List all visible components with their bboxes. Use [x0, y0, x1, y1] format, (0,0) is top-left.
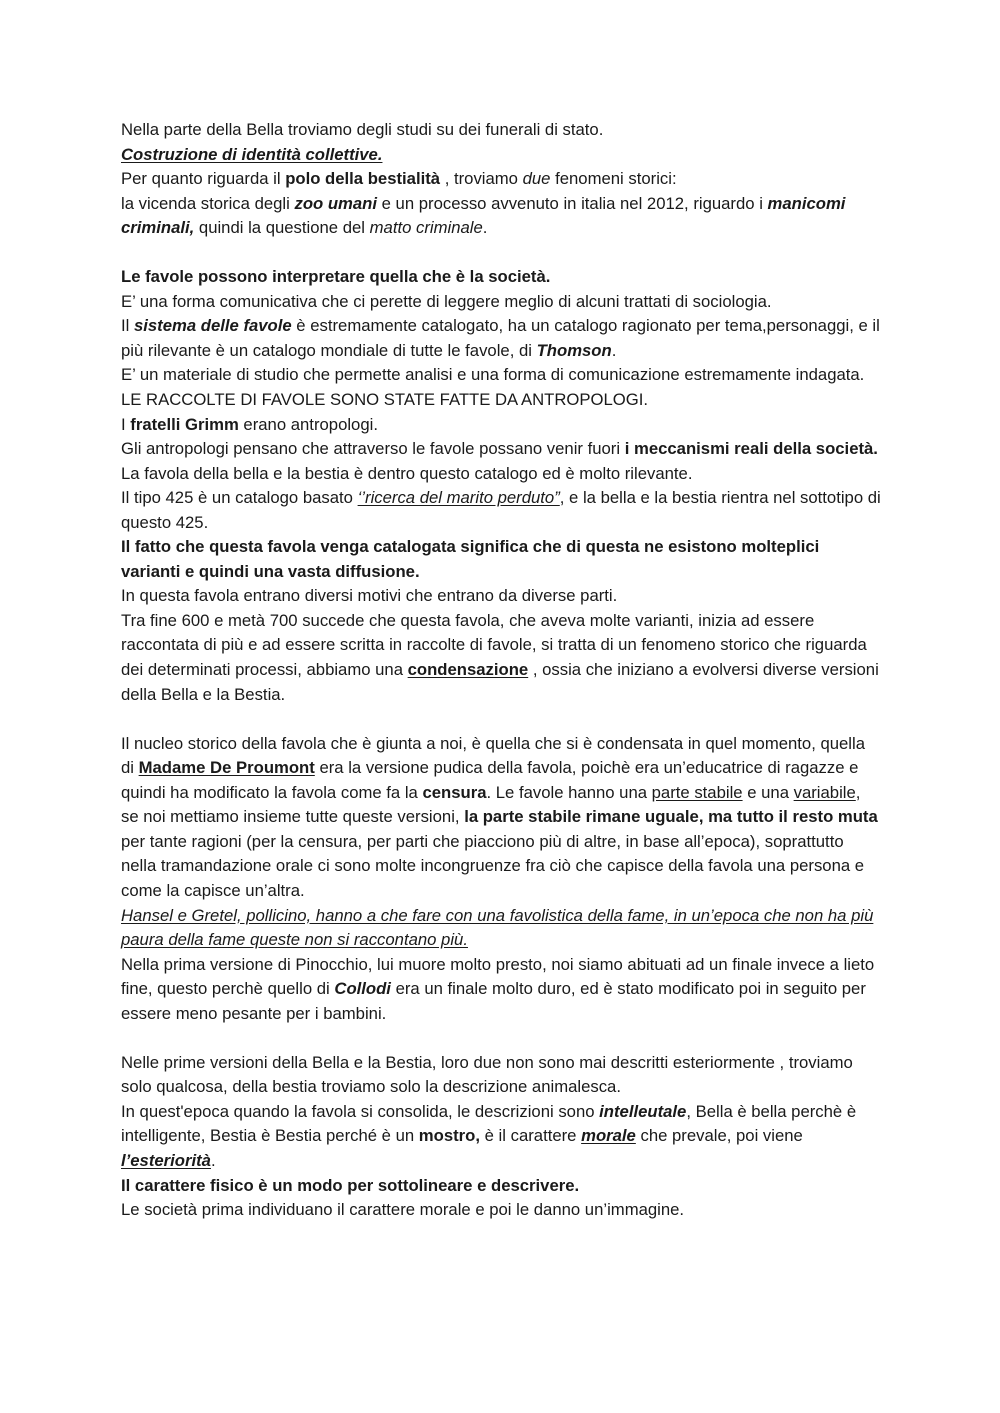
paragraph-p4 — [121, 192, 881, 241]
text-run: Collodi — [334, 979, 391, 999]
text-run: In quest'epoca quando la favola si consolida, le descrizioni sono — [121, 1101, 600, 1121]
paragraph-p3 — [121, 167, 881, 192]
text-run: polo della bestialità — [285, 169, 441, 189]
paragraph-p17 — [121, 732, 881, 904]
blank-line — [121, 241, 881, 266]
text-run: condensazione — [407, 660, 529, 680]
paragraph-p15 — [121, 584, 881, 609]
paragraph-p6 — [121, 290, 881, 315]
text-run: è il carattere — [480, 1126, 582, 1146]
text-run: ‘’ricerca del marito perduto” — [357, 488, 560, 508]
paragraph-p5 — [121, 265, 881, 290]
text-run: la vicenda storica degli — [121, 193, 295, 213]
text-run: , e la bella e la bestia rientra nel sottotipo di questo 425. — [121, 488, 881, 532]
text-run: l’esteriorità — [121, 1150, 211, 1170]
text-run: Hansel e Gretel, pollicino, hanno a che fare con una favolistica della fame, in un’epoca che non ha più paura della fame queste non si raccontano più. — [121, 905, 874, 950]
paragraph-p19 — [121, 953, 881, 1027]
paragraph-p8 — [121, 363, 881, 388]
text-run: Madame De Proumont — [138, 758, 315, 778]
blank-line — [121, 1026, 881, 1051]
text-run: Le società prima individuano il carattere morale e poi le danno un’immagine. — [121, 1200, 685, 1220]
text-run: . — [482, 218, 488, 238]
paragraph-p21 — [121, 1100, 881, 1174]
text-run: e un processo avvenuto in italia nel 2012, riguardo i — [376, 193, 768, 213]
text-run: Il nucleo storico della favola che è giunta a noi, è quella che si è condensata in quel momento, quella di — [121, 733, 866, 778]
text-run: LE RACCOLTE DI FAVOLE SONO STATE FATTE DA ANTROPOLOGI. — [121, 390, 648, 410]
paragraph-p14 — [121, 535, 881, 584]
text-run: Costruzione di identità collettive. — [121, 144, 383, 164]
paragraph-p18 — [121, 904, 881, 953]
text-run: due — [522, 169, 551, 189]
text-run: La favola della bella e la bestia è dentro questo catalogo ed è molto rilevante. — [121, 463, 693, 483]
text-run: . — [210, 1150, 216, 1170]
text-run: Il tipo 425 è un catalogo basato — [121, 488, 358, 508]
paragraph-p11 — [121, 437, 881, 462]
text-run: Il — [121, 316, 134, 336]
text-run: , Bella è bella perchè è intelligente, Bestia è Bestia perché è un — [121, 1101, 857, 1146]
text-run: matto criminale — [369, 218, 483, 238]
text-run: In questa favola entrano diversi motivi che entrano da diverse parti. — [121, 586, 618, 606]
text-run: Per quanto riguarda il — [121, 169, 286, 189]
text-run: E’ una forma comunicativa che ci perette di leggere meglio di alcuni trattati di sociologia. — [121, 291, 772, 311]
text-run: quindi la questione del — [194, 218, 370, 238]
paragraph-p22 — [121, 1174, 881, 1199]
blank-line — [121, 707, 881, 732]
text-run: Il fatto che questa favola venga catalogata significa che di questa ne esistono molteplici varianti e quindi una vasta diffusione. — [121, 537, 820, 581]
text-run: , troviamo — [440, 169, 523, 189]
text-run: fenomeni storici: — [550, 169, 677, 189]
text-run: zoo umani — [294, 193, 377, 213]
text-run: variabile — [793, 782, 856, 802]
text-run: è estremamente catalogato, ha un catalogo ragionato per tema,personaggi, e il più rilevante è un catalogo mondiale di tutte le favole, di — [121, 316, 880, 360]
document-page — [121, 118, 881, 1223]
paragraph-p12 — [121, 462, 881, 487]
paragraph-p1 — [121, 118, 881, 143]
text-run: Nelle prime versioni della Bella e la Bestia, loro due non sono mai descritti esteriormente , troviamo solo qualcosa, della bestia troviamo solo la descrizione animalesca. — [121, 1052, 853, 1097]
text-run: parte stabile — [651, 782, 743, 802]
text-run: Tra fine 600 e metà 700 succede che questa favola, che aveva molte varianti, inizia ad essere raccontata di più e ad essere scritta in raccolte di favole, si tratta di un fenomeno storico che riguarda dei determinati processi, abbiamo una — [121, 610, 867, 680]
text-run: che prevale, poi viene — [635, 1126, 803, 1146]
text-run: I — [121, 414, 131, 434]
text-run: era un finale molto duro, ed è stato modificato poi in seguito per essere meno pesante per i bambini. — [121, 979, 866, 1023]
text-run: Nella prima versione di Pinocchio, lui muore molto presto, noi siamo abituati ad un finale invece a lieto fine, questo perchè quello di — [121, 954, 875, 999]
text-run: censura — [422, 782, 487, 802]
text-run: i meccanismi reali della società. — [624, 439, 878, 459]
text-run: fratelli Grimm — [130, 414, 239, 434]
paragraph-p9 — [121, 388, 881, 413]
text-run: E’ un materiale di studio che permette analisi e una forma di comunicazione estremamente indagata. — [121, 365, 865, 385]
paragraph-p7 — [121, 314, 881, 363]
text-run: mostro, — [418, 1126, 480, 1146]
paragraph-p2 — [121, 143, 881, 168]
paragraph-p13 — [121, 486, 881, 535]
text-run: sistema delle favole — [133, 316, 292, 336]
text-run: Il carattere fisico è un modo per sottolineare e descrivere. — [121, 1175, 580, 1195]
text-run: Thomson — [536, 340, 612, 360]
text-run: era la versione pudica della favola, poichè era un’educatrice di ragazze e quindi ha modificato la favola come fa la — [121, 758, 859, 802]
text-run: Nella parte della Bella troviamo degli studi su dei funerali di stato. — [121, 120, 604, 139]
paragraph-p23 — [121, 1198, 881, 1223]
paragraph-p16 — [121, 609, 881, 707]
text-run: , se noi mettiamo insieme tutte queste versioni, — [121, 782, 861, 827]
text-run: morale — [581, 1126, 636, 1146]
paragraph-p20 — [121, 1051, 881, 1100]
text-run: manicomi criminali, — [121, 193, 846, 238]
text-run: erano antropologi. — [238, 414, 378, 434]
paragraph-p10 — [121, 413, 881, 438]
text-run: . — [611, 340, 617, 360]
text-run: , ossia che iniziano a evolversi diverse versioni della Bella e la Bestia. — [121, 660, 879, 704]
text-run: e una — [742, 782, 794, 802]
text-run: Gli antropologi pensano che attraverso le favole possano venir fuori — [121, 439, 625, 459]
text-run: intelleutale — [599, 1101, 687, 1121]
text-run: per tante ragioni (per la censura, per parti che piacciono più di altre, in base all’epoca), soprattutto nella tramandazione orale ci sono molte incongruenze fra ciò che capisce della favola una persona e come la capisce un’altra. — [121, 831, 865, 900]
text-run: . Le favole hanno una — [486, 782, 652, 802]
text-run: la parte stabile rimane uguale, ma tutto il resto muta — [464, 807, 878, 827]
text-run: Le favole possono interpretare quella che è la società. — [121, 267, 551, 287]
